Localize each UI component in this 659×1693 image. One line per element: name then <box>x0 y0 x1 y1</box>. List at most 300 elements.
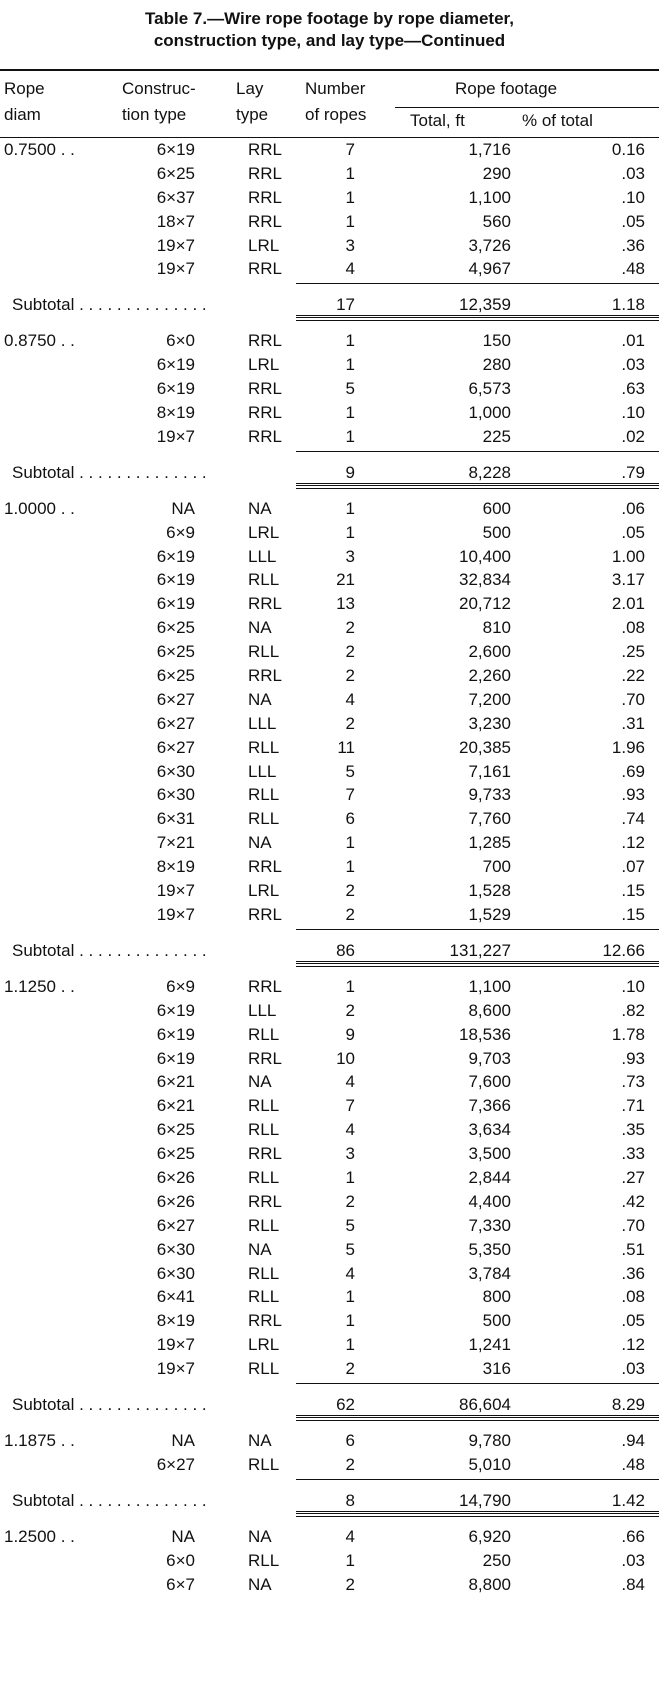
number-cell: 1 <box>345 976 355 996</box>
number-cell: 4 <box>345 689 355 709</box>
number-cell: 1 <box>345 1167 355 1187</box>
total-ft-cell: 9,703 <box>468 1048 511 1068</box>
pct-cell: .15 <box>621 881 645 901</box>
construction-cell: 6×25 <box>156 618 195 638</box>
subtotal-total: 8,228 <box>468 462 511 482</box>
construction-cell: 6×41 <box>156 1287 195 1307</box>
total-ft-cell: 18,536 <box>459 1024 511 1044</box>
number-cell: 1 <box>345 355 355 375</box>
construction-cell: 6×27 <box>156 689 195 709</box>
subtotal-number: 8 <box>345 1490 355 1510</box>
number-cell: 9 <box>345 1024 355 1044</box>
construction-cell: 19×7 <box>156 1359 195 1379</box>
construction-cell: 6×25 <box>156 666 195 686</box>
lay-type-cell: RRL <box>248 259 283 279</box>
number-cell: 1 <box>345 403 355 423</box>
construction-cell: 19×7 <box>156 904 195 924</box>
lay-type-cell: RLL <box>248 1024 280 1044</box>
construction-cell: 6×31 <box>156 809 195 829</box>
construction-cell: 6×19 <box>156 546 195 566</box>
total-ft-cell: 2,600 <box>468 642 511 662</box>
table-row <box>0 1333 659 1357</box>
lay-type-cell: RLL <box>248 1120 280 1140</box>
pct-cell: .51 <box>621 1239 645 1259</box>
pct-cell: 3.17 <box>611 570 645 590</box>
table-row <box>0 234 659 258</box>
table-row <box>0 712 659 736</box>
rope-diam-cell: 1.1875 . . <box>4 1430 75 1450</box>
lay-type-cell: RRL <box>248 904 283 924</box>
number-cell: 21 <box>336 570 355 590</box>
construction-cell: 6×27 <box>156 713 195 733</box>
lay-type-cell: RLL <box>248 1215 280 1235</box>
lay-type-cell: LRL <box>248 235 280 255</box>
lay-type-cell: RRL <box>248 666 283 686</box>
construction-cell: 6×19 <box>156 379 195 399</box>
total-ft-cell: 316 <box>482 1359 511 1379</box>
total-ft-cell: 810 <box>482 618 511 638</box>
lay-type-cell: RLL <box>248 1359 280 1379</box>
number-cell: 2 <box>345 904 355 924</box>
table-row <box>0 760 659 784</box>
lay-type-cell: RRL <box>248 594 283 614</box>
subtotal-number: 86 <box>336 940 355 960</box>
pct-cell: .03 <box>621 355 645 375</box>
total-ft-cell: 7,760 <box>468 809 511 829</box>
header-rope-footage: Rope footage <box>455 79 558 98</box>
construction-cell: 6×25 <box>156 1120 195 1140</box>
construction-cell: 6×37 <box>156 187 195 207</box>
total-ft-cell: 1,100 <box>468 976 511 996</box>
total-ft-cell: 280 <box>482 355 511 375</box>
subtotal-double-rule <box>296 483 659 489</box>
table-row <box>0 138 659 162</box>
subtotal-top-rule <box>296 929 659 930</box>
total-ft-cell: 4,967 <box>468 259 511 279</box>
lay-type-cell: RRL <box>248 403 283 423</box>
number-cell: 4 <box>345 1120 355 1140</box>
total-ft-cell: 2,260 <box>468 666 511 686</box>
pct-cell: .22 <box>621 666 645 686</box>
lay-type-cell: RRL <box>248 140 283 159</box>
total-ft-cell: 225 <box>482 426 511 446</box>
table-row <box>0 1118 659 1142</box>
number-cell: 3 <box>345 235 355 255</box>
subtotal-double-rule <box>296 1415 659 1421</box>
pct-cell: .05 <box>621 211 645 231</box>
number-cell: 1 <box>345 1335 355 1355</box>
number-cell: 10 <box>336 1048 355 1068</box>
subtotal-number: 9 <box>345 462 355 482</box>
pct-cell: .03 <box>621 1550 645 1570</box>
subtotal-double-rule <box>296 961 659 967</box>
total-ft-cell: 500 <box>482 522 511 542</box>
lay-type-cell: NA <box>248 833 272 853</box>
number-cell: 6 <box>345 1430 355 1450</box>
number-cell: 2 <box>345 1000 355 1020</box>
table-row <box>0 1070 659 1094</box>
construction-cell: NA <box>171 1430 195 1450</box>
pct-cell: .06 <box>621 498 645 518</box>
total-ft-cell: 9,780 <box>468 1430 511 1450</box>
pct-cell: .66 <box>621 1526 645 1546</box>
lay-type-cell: NA <box>248 1574 272 1594</box>
lay-type-cell: LRL <box>248 1335 280 1355</box>
pct-cell: .01 <box>621 331 645 351</box>
construction-cell: 6×30 <box>156 1263 195 1283</box>
construction-cell: 6×7 <box>166 1574 195 1594</box>
table-row <box>0 401 659 425</box>
pct-cell: .93 <box>621 785 645 805</box>
pct-cell: .25 <box>621 642 645 662</box>
lay-type-cell: RRL <box>248 163 283 183</box>
pct-cell: .42 <box>621 1191 645 1211</box>
construction-cell: 8×19 <box>156 857 195 877</box>
total-ft-cell: 290 <box>482 163 511 183</box>
table-row <box>0 640 659 664</box>
construction-cell: 19×7 <box>156 1335 195 1355</box>
construction-cell: 6×19 <box>156 1048 195 1068</box>
subtotal-number: 17 <box>336 295 355 315</box>
construction-cell: 6×25 <box>156 1144 195 1164</box>
number-cell: 11 <box>337 737 355 757</box>
total-ft-cell: 500 <box>482 1311 511 1331</box>
lay-type-cell: RRL <box>248 976 283 996</box>
construction-cell: 6×27 <box>156 1215 195 1235</box>
table-row <box>0 1047 659 1071</box>
table-row <box>0 855 659 879</box>
lay-type-cell: RRL <box>248 1311 283 1331</box>
construction-cell: 19×7 <box>156 259 195 279</box>
table-row <box>0 329 659 353</box>
subtotal-pct: 8.29 <box>611 1394 645 1414</box>
header-lay-2: type <box>236 105 269 124</box>
header-rope-diam-2: diam <box>4 105 41 124</box>
number-cell: 1 <box>345 187 355 207</box>
total-ft-cell: 7,200 <box>468 689 511 709</box>
total-ft-cell: 9,733 <box>468 785 511 805</box>
pct-cell: .36 <box>621 1263 645 1283</box>
number-cell: 6 <box>345 809 355 829</box>
pct-cell: .74 <box>621 809 645 829</box>
construction-cell: 6×0 <box>166 331 195 351</box>
total-ft-cell: 7,600 <box>468 1072 511 1092</box>
construction-cell: 6×21 <box>156 1096 195 1116</box>
rope-diam-cell: 1.1250 . . <box>4 976 75 996</box>
table-row <box>0 1525 659 1549</box>
pct-cell: .94 <box>621 1430 645 1450</box>
total-ft-cell: 1,528 <box>468 881 511 901</box>
total-ft-cell: 1,285 <box>468 833 511 853</box>
pct-cell: .48 <box>621 259 645 279</box>
lay-type-cell: RRL <box>248 211 283 231</box>
table-row <box>0 568 659 592</box>
table-row <box>0 999 659 1023</box>
table-row <box>0 879 659 903</box>
lay-type-cell: LRL <box>248 355 280 375</box>
table-row <box>0 831 659 855</box>
number-cell: 1 <box>345 1287 355 1307</box>
subtotal-label: Subtotal . . . . . . . . . . . . . . <box>12 1394 207 1414</box>
pct-cell: .10 <box>621 403 645 423</box>
pct-cell: .69 <box>621 761 645 781</box>
table-row <box>0 497 659 521</box>
total-ft-cell: 4,400 <box>468 1191 511 1211</box>
number-cell: 2 <box>345 1574 355 1594</box>
total-ft-cell: 7,366 <box>468 1096 511 1116</box>
pct-cell: .08 <box>621 1287 645 1307</box>
construction-cell: 6×25 <box>156 642 195 662</box>
number-cell: 1 <box>345 163 355 183</box>
pct-cell: .82 <box>621 1000 645 1020</box>
number-cell: 2 <box>345 1454 355 1474</box>
table-row <box>0 1262 659 1286</box>
subtotal-total: 86,604 <box>459 1394 511 1414</box>
number-cell: 1 <box>345 498 355 518</box>
construction-cell: 6×19 <box>156 1024 195 1044</box>
table-row <box>0 1094 659 1118</box>
subtotal-label: Subtotal . . . . . . . . . . . . . . <box>12 1490 207 1510</box>
subtotal-top-rule <box>296 1479 659 1480</box>
construction-cell: 6×19 <box>156 594 195 614</box>
lay-type-cell: RRL <box>248 379 283 399</box>
subtotal-top-rule <box>296 283 659 284</box>
number-cell: 5 <box>345 1239 355 1259</box>
lay-type-cell: RLL <box>248 1263 280 1283</box>
total-ft-cell: 8,600 <box>468 1000 511 1020</box>
total-ft-cell: 1,529 <box>468 904 511 924</box>
number-cell: 1 <box>345 1550 355 1570</box>
number-cell: 1 <box>345 211 355 231</box>
construction-cell: 6×30 <box>156 761 195 781</box>
number-cell: 4 <box>345 1072 355 1092</box>
lay-type-cell: LRL <box>248 881 280 901</box>
construction-cell: 6×19 <box>156 1000 195 1020</box>
table-row <box>0 1549 659 1573</box>
table-row <box>0 975 659 999</box>
header-construction-1: Construc- <box>122 79 196 98</box>
subtotal-double-rule <box>296 315 659 321</box>
table-row <box>0 162 659 186</box>
table-row <box>0 807 659 831</box>
construction-cell: NA <box>171 498 195 518</box>
table-row <box>0 903 659 927</box>
lay-type-cell: NA <box>248 498 272 518</box>
lay-type-cell: LLL <box>248 713 277 733</box>
table-row <box>0 425 659 449</box>
pct-cell: .07 <box>621 857 645 877</box>
pct-cell: .27 <box>621 1167 645 1187</box>
total-ft-cell: 1,241 <box>468 1335 511 1355</box>
table-row <box>0 210 659 234</box>
lay-type-cell: RLL <box>248 570 280 590</box>
header-construction-2: tion type <box>122 105 187 124</box>
table-body <box>0 138 659 1596</box>
total-ft-cell: 1,716 <box>468 140 511 159</box>
number-cell: 2 <box>345 666 355 686</box>
lay-type-cell: RLL <box>248 1550 280 1570</box>
number-cell: 13 <box>336 594 355 614</box>
header-total: Total, ft <box>410 111 465 130</box>
pct-cell: 1.96 <box>611 737 645 757</box>
table-row <box>0 664 659 688</box>
construction-cell: 19×7 <box>156 235 195 255</box>
lay-type-cell: RLL <box>248 1454 280 1474</box>
construction-cell: 6×19 <box>156 140 195 159</box>
table-row <box>0 186 659 210</box>
table-row <box>0 521 659 545</box>
construction-cell: NA <box>171 1526 195 1546</box>
table-row <box>0 783 659 807</box>
number-cell: 4 <box>345 1526 355 1546</box>
lay-type-cell: RRL <box>248 1048 283 1068</box>
table-row <box>0 592 659 616</box>
construction-cell: 6×9 <box>166 522 195 542</box>
total-ft-cell: 1,100 <box>468 187 511 207</box>
pct-cell: .35 <box>621 1120 645 1140</box>
subtotal-number: 62 <box>336 1394 355 1414</box>
lay-type-cell: RLL <box>248 1096 280 1116</box>
subtotal-pct: 1.18 <box>611 295 645 315</box>
header-lay-1: Lay <box>236 79 264 98</box>
number-cell: 3 <box>345 546 355 566</box>
pct-cell: .84 <box>621 1574 645 1594</box>
lay-type-cell: RLL <box>248 737 280 757</box>
lay-type-cell: NA <box>248 1430 272 1450</box>
total-ft-cell: 3,726 <box>468 235 511 255</box>
construction-cell: 6×21 <box>156 1072 195 1092</box>
pct-cell: .12 <box>621 833 645 853</box>
construction-cell: 6×30 <box>156 1239 195 1259</box>
rope-diam-cell: 0.8750 . . <box>4 331 75 351</box>
number-cell: 2 <box>345 1191 355 1211</box>
subtotal-total: 14,790 <box>459 1490 511 1510</box>
table-row <box>0 377 659 401</box>
pct-cell: .03 <box>621 163 645 183</box>
subtotal-pct: 12.66 <box>602 940 645 960</box>
total-ft-cell: 6,920 <box>468 1526 511 1546</box>
total-ft-cell: 7,161 <box>468 761 511 781</box>
total-ft-cell: 7,330 <box>468 1215 511 1235</box>
header-footage-rule <box>395 107 659 108</box>
total-ft-cell: 5,350 <box>468 1239 511 1259</box>
number-cell: 4 <box>345 1263 355 1283</box>
total-ft-cell: 250 <box>482 1550 511 1570</box>
subtotal-pct: 1.42 <box>611 1490 645 1510</box>
pct-cell: .33 <box>621 1144 645 1164</box>
header-rope-diam-1: Rope <box>4 79 45 98</box>
pct-cell: .10 <box>621 976 645 996</box>
table-title-line-2: construction type, and lay type—Continued <box>153 31 506 50</box>
table-row <box>0 1023 659 1047</box>
construction-cell: 8×19 <box>156 1311 195 1331</box>
lay-type-cell: RRL <box>248 331 283 351</box>
table-row <box>0 688 659 712</box>
number-cell: 2 <box>345 881 355 901</box>
lay-type-cell: LLL <box>248 546 277 566</box>
total-ft-cell: 10,400 <box>459 546 511 566</box>
total-ft-cell: 5,010 <box>468 1454 511 1474</box>
lay-type-cell: NA <box>248 1526 272 1546</box>
table-row <box>0 616 659 640</box>
total-ft-cell: 3,230 <box>468 713 511 733</box>
number-cell: 7 <box>345 1096 355 1116</box>
number-cell: 3 <box>345 1144 355 1164</box>
number-cell: 2 <box>345 1359 355 1379</box>
construction-cell: 6×27 <box>156 1454 195 1474</box>
pct-cell: .70 <box>621 1215 645 1235</box>
construction-cell: 19×7 <box>156 881 195 901</box>
pct-cell: 0.16 <box>611 140 645 159</box>
pct-cell: .03 <box>621 1359 645 1379</box>
pct-cell: .05 <box>621 522 645 542</box>
subtotal-row <box>0 933 659 969</box>
total-ft-cell: 800 <box>482 1287 511 1307</box>
table-row <box>0 1142 659 1166</box>
total-ft-cell: 600 <box>482 498 511 518</box>
table-row <box>0 1309 659 1333</box>
construction-cell: 6×0 <box>166 1550 195 1570</box>
lay-type-cell: LLL <box>248 1000 277 1020</box>
subtotal-row <box>0 287 659 323</box>
subtotal-top-rule <box>296 451 659 452</box>
pct-cell: .70 <box>621 689 645 709</box>
pct-cell: .05 <box>621 1311 645 1331</box>
subtotal-label: Subtotal . . . . . . . . . . . . . . <box>12 295 207 315</box>
total-ft-cell: 3,500 <box>468 1144 511 1164</box>
total-ft-cell: 32,834 <box>459 570 511 590</box>
number-cell: 7 <box>345 785 355 805</box>
table-row <box>0 257 659 281</box>
table-row <box>0 1285 659 1309</box>
pct-cell: .48 <box>621 1454 645 1474</box>
header-pct: % of total <box>522 111 593 130</box>
total-ft-cell: 3,634 <box>468 1120 511 1140</box>
pct-cell: .71 <box>621 1096 645 1116</box>
construction-cell: 6×26 <box>156 1167 195 1187</box>
rope-diam-cell: 0.7500 . . <box>4 140 75 159</box>
pct-cell: .15 <box>621 904 645 924</box>
total-ft-cell: 1,000 <box>468 403 511 423</box>
number-cell: 5 <box>345 761 355 781</box>
lay-type-cell: RLL <box>248 809 280 829</box>
table-row <box>0 1573 659 1597</box>
number-cell: 5 <box>345 379 355 399</box>
total-ft-cell: 2,844 <box>468 1167 511 1187</box>
total-ft-cell: 700 <box>482 857 511 877</box>
pct-cell: 1.00 <box>611 546 645 566</box>
pct-cell: .36 <box>621 235 645 255</box>
number-cell: 1 <box>345 426 355 446</box>
lay-type-cell: NA <box>248 689 272 709</box>
subtotal-label: Subtotal . . . . . . . . . . . . . . <box>12 462 207 482</box>
lay-type-cell: RRL <box>248 857 283 877</box>
lay-type-cell: RLL <box>248 1287 280 1307</box>
lay-type-cell: LRL <box>248 522 280 542</box>
pct-cell: .02 <box>621 426 645 446</box>
subtotal-row <box>0 1483 659 1519</box>
table-title-line-1: Table 7.—Wire rope footage by rope diameter, <box>145 9 514 28</box>
total-ft-cell: 20,385 <box>459 737 511 757</box>
number-cell: 2 <box>345 713 355 733</box>
pct-cell: 2.01 <box>611 594 645 614</box>
header-number-2: of ropes <box>305 105 367 124</box>
lay-type-cell: LLL <box>248 761 277 781</box>
table-row <box>0 736 659 760</box>
pct-cell: .08 <box>621 618 645 638</box>
lay-type-cell: RLL <box>248 785 280 805</box>
pct-cell: .31 <box>621 713 645 733</box>
